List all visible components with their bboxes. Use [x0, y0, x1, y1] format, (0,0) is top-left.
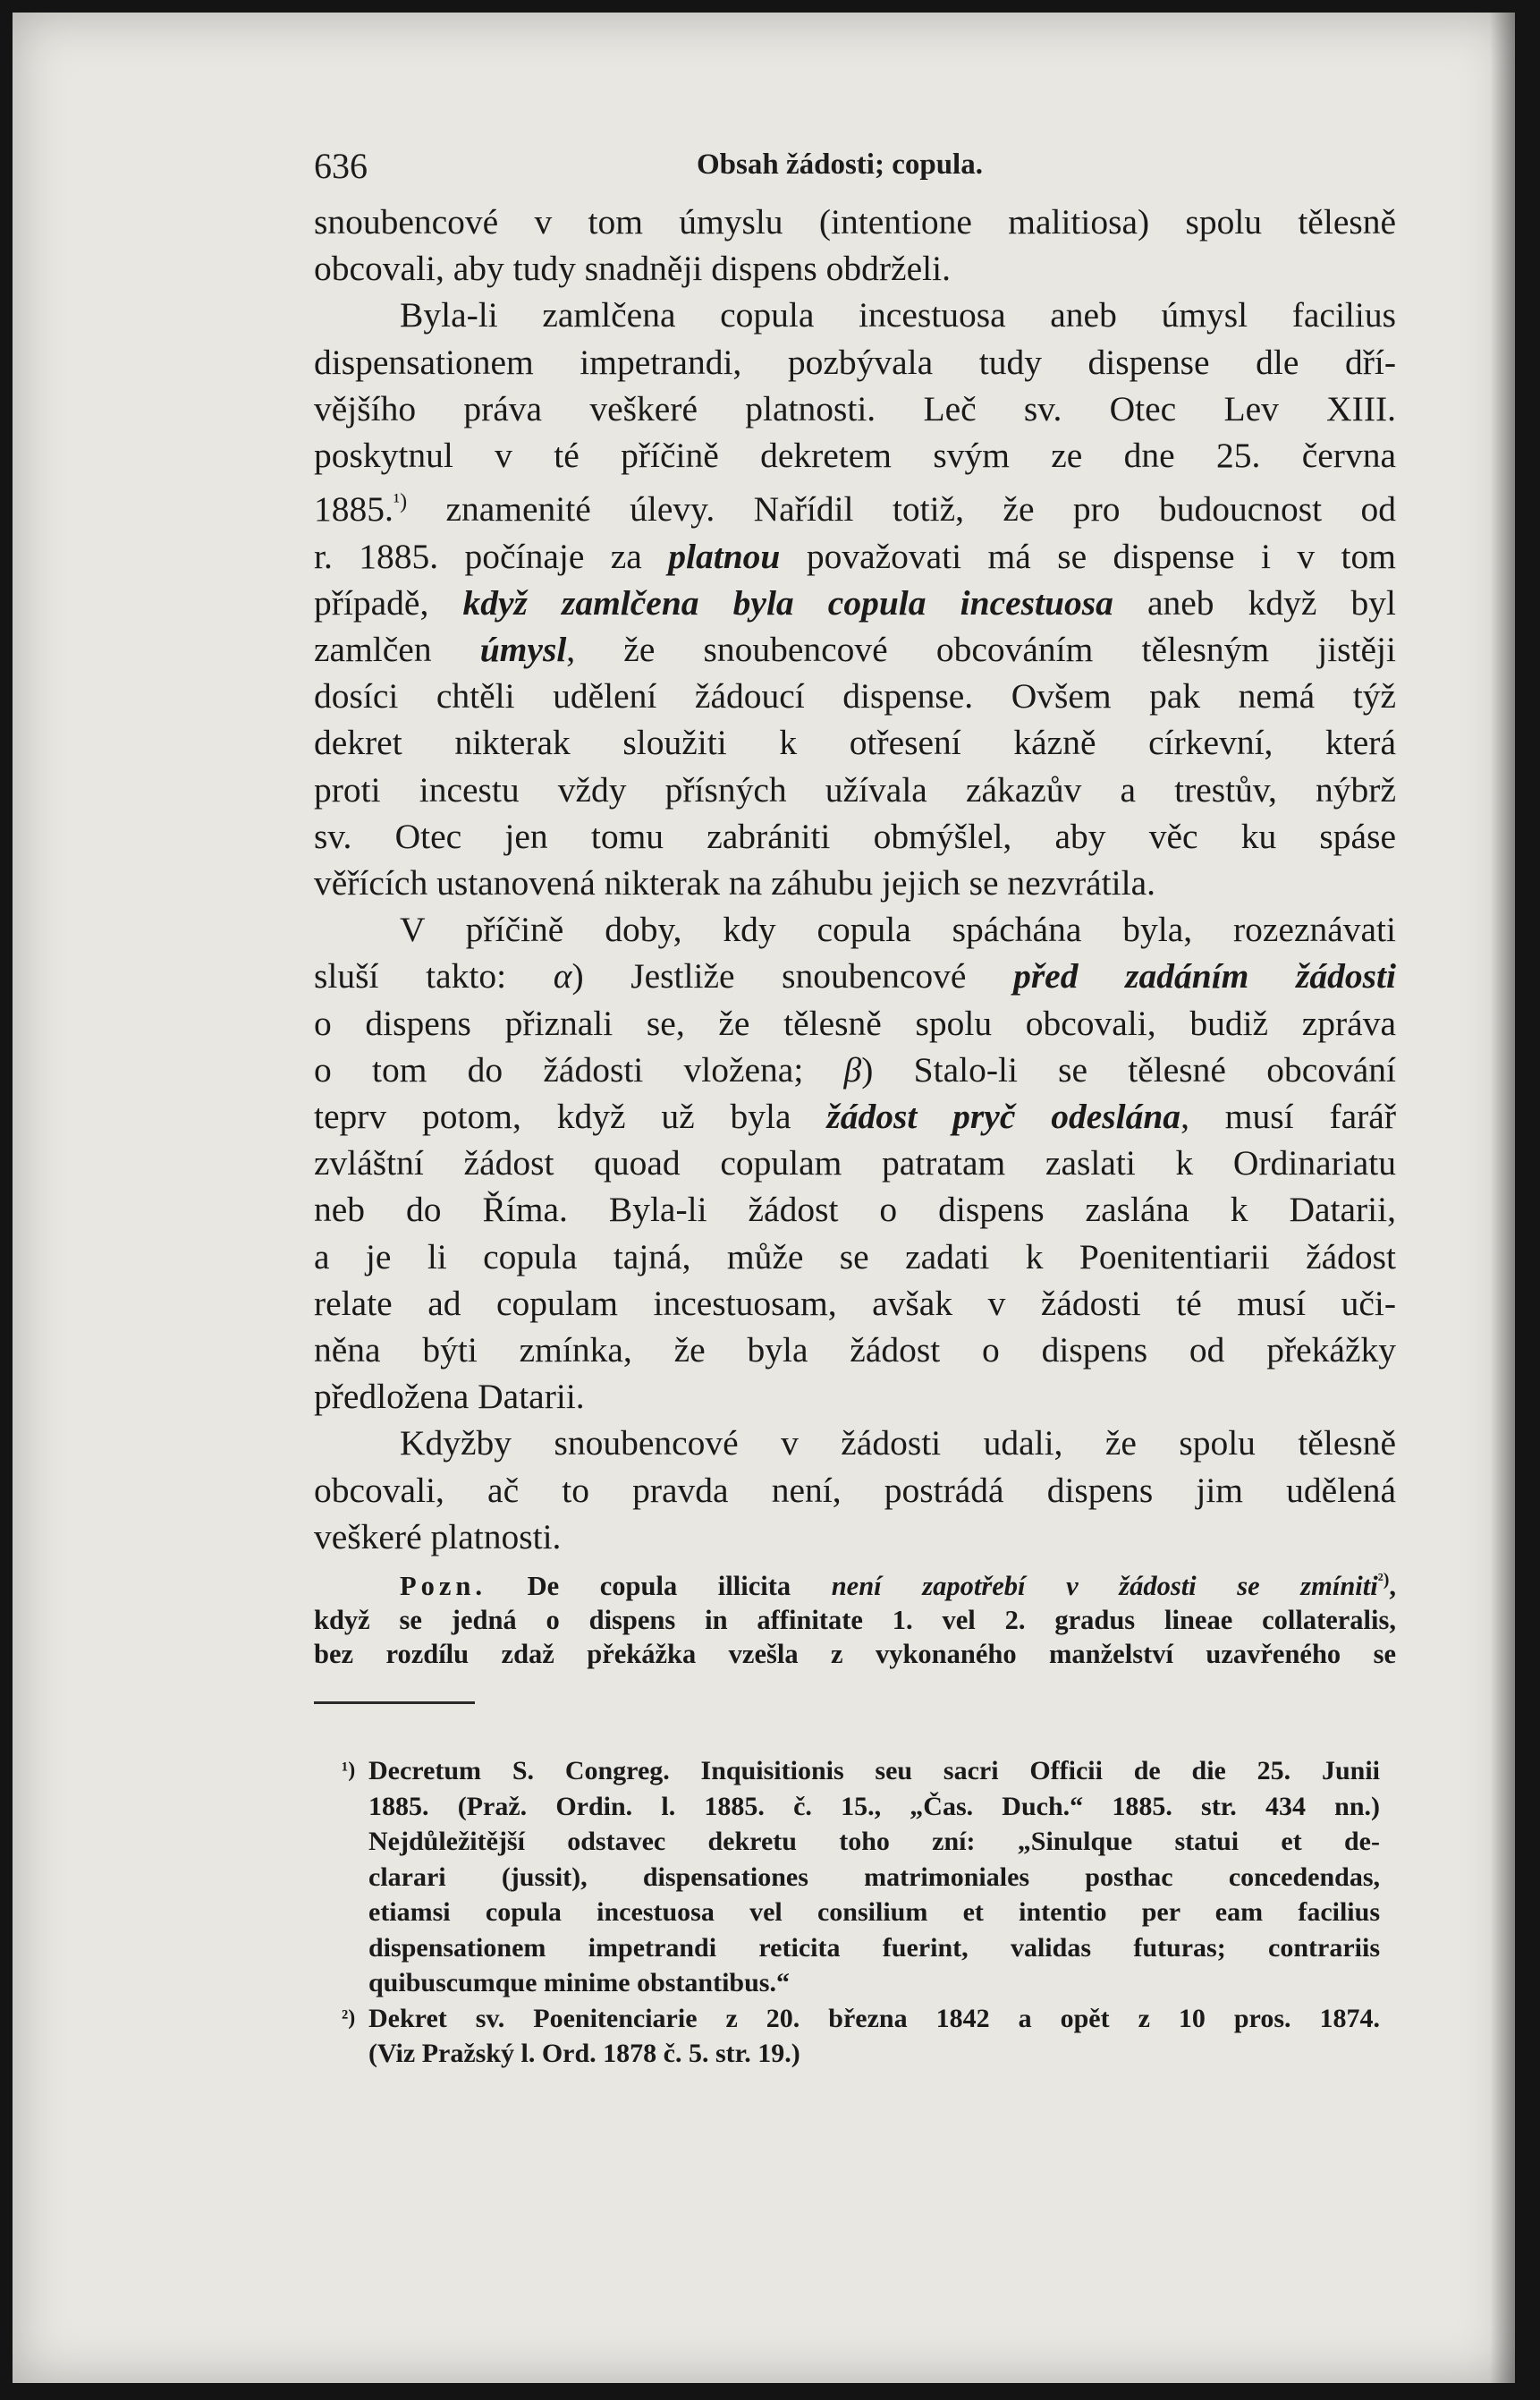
text-line: případě, když zamlčena byla copula incestuosa aneb když byl [314, 582, 1396, 623]
text-line: poskytnul v té příčině dekretem svým ze dne 25. června [314, 436, 1396, 476]
footnote-line: ²) Dekret sv. Poenitenciarie z 20. března 1842 a opět z 10 pros. 1874. [368, 2001, 1380, 2037]
text-line: dosíci chtěli udělení žádoucí dispense. Ovšem pak nemá týž [314, 676, 1396, 717]
text-line: sluší takto: α) Jestliže snoubencové před zadáním žádosti [314, 956, 1397, 996]
footnote-line: Nejdůležitější odstavec dekretu toho zní: „Sinulque statui et de- [368, 1827, 1380, 1856]
text-line: vějšího práva veškeré platnosti. Leč sv. Otec Lev XIII. [314, 388, 1396, 428]
text-line: zamlčen úmysl, že snoubencové obcováním tělesným jistěji [314, 629, 1397, 669]
main-text [314, 199, 1396, 1560]
footnote-line: quibuscumque minime obstantibus.“ [368, 1968, 790, 1997]
book-page [13, 13, 1515, 2383]
emphasis: když zamlčena byla copula incestuosa [462, 582, 1113, 623]
text-line: předložena Datarii. [314, 1377, 585, 1417]
emphasis: platnou [668, 536, 781, 576]
text-line: veškeré platnosti. [314, 1516, 562, 1556]
text-line: dispensationem impetrandi, pozbývala tudy dispense dle dří- [314, 342, 1396, 382]
text-line: neb do Říma. Byla-li žádost o dispens zaslána k Datarii, [314, 1190, 1396, 1230]
text-line: Kdyžby snoubencové v žádosti udali, že spolu tělesně [400, 1423, 1396, 1463]
text-line: sv. Otec jen tomu zabrániti obmýšlel, aby věc ku spáse [314, 816, 1396, 856]
text-line: něna býti zmínka, že byla žádost o dispens od překážky [314, 1330, 1396, 1370]
text-line: V příčině doby, kdy copula spáchána byla, rozeznávati [400, 910, 1396, 950]
footnote-line: clarari (jussit), dispensationes matrimoniales posthac concedendas, [368, 1861, 1380, 1892]
footnote-line: ¹) Decretum S. Congreg. Inquisitionis seu sacri Officii de die 25. Junii [368, 1753, 1380, 1789]
text-line: proti incestu vždy přísných užívala zákazův a trestův, nýbrž [314, 769, 1396, 810]
text-line: věřících ustanovená nikterak na záhubu jejich se nezvrátila. [314, 863, 1155, 903]
note-line: když se jedná o dispens in affinitate 1. vel 2. gradus lineae collateralis, [314, 1605, 1396, 1636]
emphasis: před zadáním žádosti [1013, 956, 1397, 996]
page-header [314, 145, 1387, 199]
text-line: snoubencové v tom úmyslu (intentione malitiosa) spolu tělesně [314, 202, 1396, 242]
text-line: obcovali, aby tudy snadněji dispens obdrželi. [314, 249, 951, 289]
text-line: 1885.$^{^1)}$ znamenité úlevy. Nařídil totiž, že pro budoucnost od [314, 489, 1396, 530]
footnote-line: (Viz Pražský l. Ord. 1878 č. 5. str. 19.) [368, 2039, 800, 2068]
text-line: r. 1885. počínaje za platnou považovati má se dispense i v tom [314, 536, 1396, 576]
text-line: a je li copula tajná, může se zadati k Poenitentiarii žádost [314, 1236, 1396, 1276]
footnote-marker: ¹) [342, 1759, 356, 1782]
footnotes [342, 1753, 1380, 2072]
footnote-line: dispensationem impetrandi reticita fuerint, validas futuras; contrariis [368, 1932, 1380, 1963]
page-number: 636 [314, 146, 368, 186]
emphasis: úmysl [479, 629, 567, 669]
note-line: bez rozdílu zdaž překážka vzešla z vykonaného manželství uzavřeného se [314, 1639, 1396, 1670]
text-line: teprv potom, když už byla žádost pryč odeslána, musí farář [314, 1097, 1396, 1137]
note-line: Pozn. De copula illicita není zapotřebí v žádosti se zmíniti$^{^2)}$, [400, 1570, 1396, 1602]
page-edge-shadow [1490, 13, 1515, 2383]
footnote-marker: ²) [342, 2006, 356, 2030]
text-line: o dispens přiznali se, že tělesně spolu obcovali, budiž zpráva [314, 1003, 1396, 1043]
text-line: zvláštní žádost quoad copulam patratam zaslati k Ordinariatu [314, 1143, 1396, 1183]
text-line: relate ad copulam incestuosam, avšak v žádosti té musí uči- [314, 1283, 1396, 1323]
text-line: Byla-li zamlčena copula incestuosa aneb úmysl facilius [400, 295, 1396, 335]
text-line: o tom do žádosti vložena; β) Stalo-li se tělesné obcování [314, 1049, 1396, 1090]
footnote-separator [314, 1701, 475, 1704]
emphasis: žádost pryč odeslána [826, 1097, 1181, 1137]
footnote-line: 1885. (Praž. Ordin. l. 1885. č. 15., „Čas. Duch.“ 1885. str. 434 nn.) [368, 1791, 1380, 1821]
footnote-ref: ¹) [393, 490, 408, 514]
footnote-ref: ²) [1377, 1570, 1390, 1590]
footnote-line: etiamsi copula incestuosa vel consilium et intentio per eam facilius [368, 1897, 1380, 1927]
text-line: obcovali, ač to pravda není, postrádá dispens jim udělená [314, 1470, 1396, 1510]
running-title: Obsah žádosti; copula. [697, 148, 983, 181]
text-line: dekret nikterak sloužiti k otřesení kázně církevní, která [314, 723, 1396, 763]
remark-note [314, 1563, 1396, 1671]
